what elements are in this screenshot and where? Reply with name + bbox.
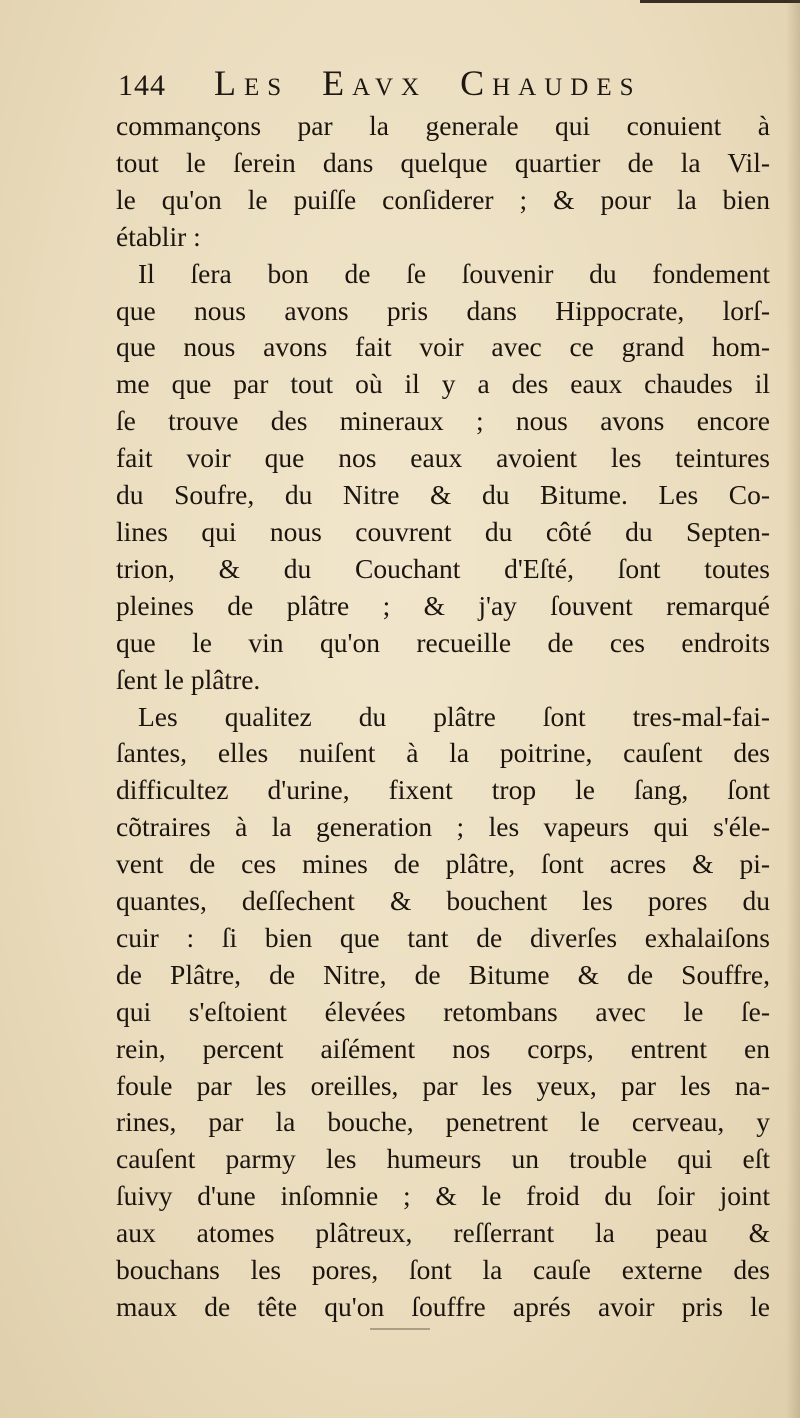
page-number: 144 xyxy=(118,69,166,102)
text-line: tout le ſerein dans quelque quartier de la Vil- xyxy=(116,146,770,178)
text-line: ſe trouve des mineraux ; nous avons encore xyxy=(116,405,770,437)
page-edge-shadow xyxy=(786,0,800,1418)
text-line: de Plâtre, de Nitre, de Bitume & de Souffre, xyxy=(116,958,770,990)
text-line: ſuivy d'une inſomnie ; & le froid du ſoir joint xyxy=(116,1180,770,1212)
text-line: que nous avons pris dans Hippocrate, lorſ- xyxy=(116,294,770,326)
bottom-faint-mark xyxy=(370,1328,430,1330)
text-line: fait voir que nos eaux avoient les teintures xyxy=(116,442,770,474)
text-line: le qu'on le puiſſe conſiderer ; & pour la bien xyxy=(116,183,770,215)
text-line: Il ſera bon de ſe ſouvenir du fondement xyxy=(138,257,770,289)
text-line: commançons par la generale qui conuient à xyxy=(116,110,770,141)
text-line: du Soufre, du Nitre & du Bitume. Les Co- xyxy=(116,479,770,511)
running-title: Les Eavx Chaudes xyxy=(214,63,642,103)
text-line: que le vin qu'on recueille de ces endroits xyxy=(116,626,770,658)
text-line: rines, par la bouche, penetrent le cerveau, y xyxy=(116,1106,770,1138)
text-line: rein, percent aiſément nos corps, entrent en xyxy=(116,1032,770,1064)
text-line: trion, & du Couchant d'Eſté, ſont toutes xyxy=(116,552,770,584)
text-line: cõtraires à la generation ; les vapeurs qui s'éle- xyxy=(116,811,770,843)
text-line: ſantes, elles nuiſent à la poitrine, cauſent des xyxy=(116,737,770,769)
top-edge-rule xyxy=(640,0,800,3)
text-line: lines qui nous couvrent du côté du Septen- xyxy=(116,515,770,547)
text-line: difficultez d'urine, fixent trop le ſang, ſont xyxy=(116,774,770,806)
text-line: cauſent parmy les humeurs un trouble qui eſt xyxy=(116,1143,770,1175)
text-line: Les qualitez du plâtre ſont tres-mal-fai- xyxy=(138,700,770,732)
text-line: qui s'eſtoient élevées retombans avec le ſe- xyxy=(116,995,770,1027)
text-line: bouchans les pores, ſont la cauſe externe des xyxy=(116,1254,770,1286)
text-line: maux de tête qu'on ſouffre aprés avoir pris le xyxy=(116,1291,770,1322)
text-line: vent de ces mines de plâtre, ſont acres & pi- xyxy=(116,848,770,880)
text-line: ſent le plâtre. xyxy=(116,663,261,695)
text-line: aux atomes plâtreux, reſſerrant la peau & xyxy=(116,1217,770,1249)
text-line: quantes, deſſechent & bouchent les pores du xyxy=(116,885,770,917)
body-text xyxy=(116,108,770,1326)
text-line: cuir : ſi bien que tant de diverſes exhalaiſons xyxy=(116,921,770,953)
page-header xyxy=(118,62,718,106)
text-line: pleines de plâtre ; & j'ay ſouvent remarqué xyxy=(116,589,770,621)
text-line: foule par les oreilles, par les yeux, par les na- xyxy=(116,1069,770,1101)
text-line: que nous avons fait voir avec ce grand hom- xyxy=(116,331,770,363)
text-line: établir : xyxy=(116,220,201,252)
text-line: me que par tout où il y a des eaux chaudes il xyxy=(116,368,770,400)
